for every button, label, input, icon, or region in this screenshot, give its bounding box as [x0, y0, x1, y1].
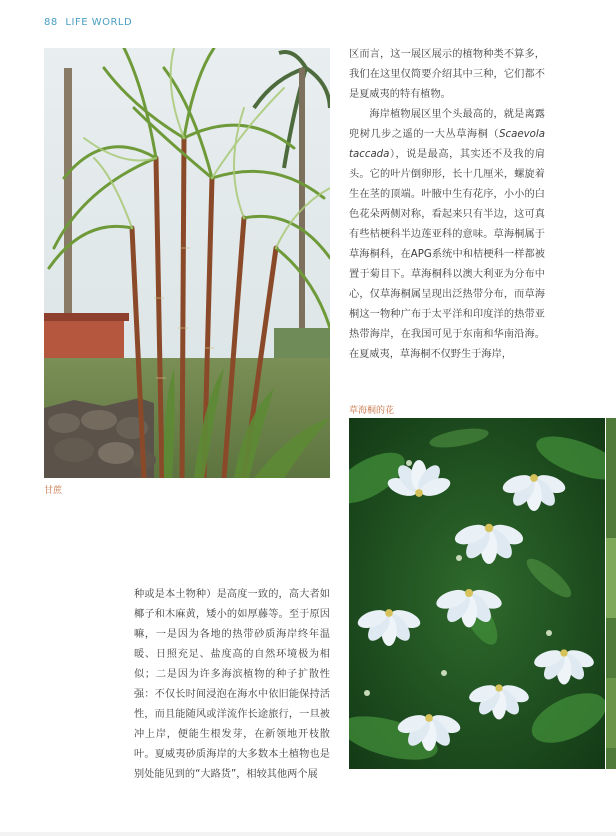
body-text-bottom [134, 585, 330, 785]
sugarcane-photo [44, 48, 330, 478]
paragraph: 种或是本土物种）是高度一致的，高大者如椰子和木麻黄，矮小的如厚藤等。至于原因嘛，一是因为各地的热带砂质海岸终年温暖、日照充足、盐度高的自然环境极为相似；二是因为许多海滨植物的种子扩散性强：不仅长时间浸泡在海水中依旧能保持活性，而且能随风或洋流作长途旅行，一旦被冲上岸，便能生根发芽，在新领地开枝散叶。夏威夷砂质海岸的大多数本土植物也是别处能见到的“大路货”，相较其他两个展 [134, 589, 330, 780]
scaevola-flower-photo [349, 418, 605, 769]
text-run: ），说是最高，其实还不及我的肩头。它的叶片倒卵形，长十几厘米，螺旋着生在茎的顶端。叶腋中生有花序，小小的白色花朵两侧对称，看起来只有半边，这可真有些桔梗科半边莲亚科的意味。草海桐属于草海桐科，在APG系统中和桔梗科一样都被置于菊目下。草海桐科以澳大利亚为分布中心，仅草海桐属呈现出泛热带分布，而草海桐这一物种广布于太平洋和印度洋的热带亚热带海岸，在我国可见于东南和华南沿海。在夏威夷，草海桐不仅野生于海岸， [349, 149, 545, 360]
body-text-right [349, 45, 545, 365]
paragraph [349, 105, 545, 365]
latin-name: Scaevola taccada [349, 129, 545, 160]
adjacent-photo-edge [606, 418, 616, 769]
flower-caption: 草海桐的花 [349, 406, 395, 416]
sugarcane-caption: 甘蔗 [44, 486, 63, 496]
text-run: 海岸植物展区里个头最高的，就是离露兜树几步之遥的一大丛草海桐（ [349, 109, 545, 140]
page-header [44, 17, 132, 28]
section-title: LIFE WORLD [65, 17, 133, 28]
page-bottom-edge [0, 832, 616, 836]
page-number: 88 [44, 17, 58, 28]
paragraph: 区而言，这一展区展示的植物种类不算多，我们在这里仅简要介绍其中三种，它们都不是夏威夷的特有植物。 [349, 49, 545, 100]
